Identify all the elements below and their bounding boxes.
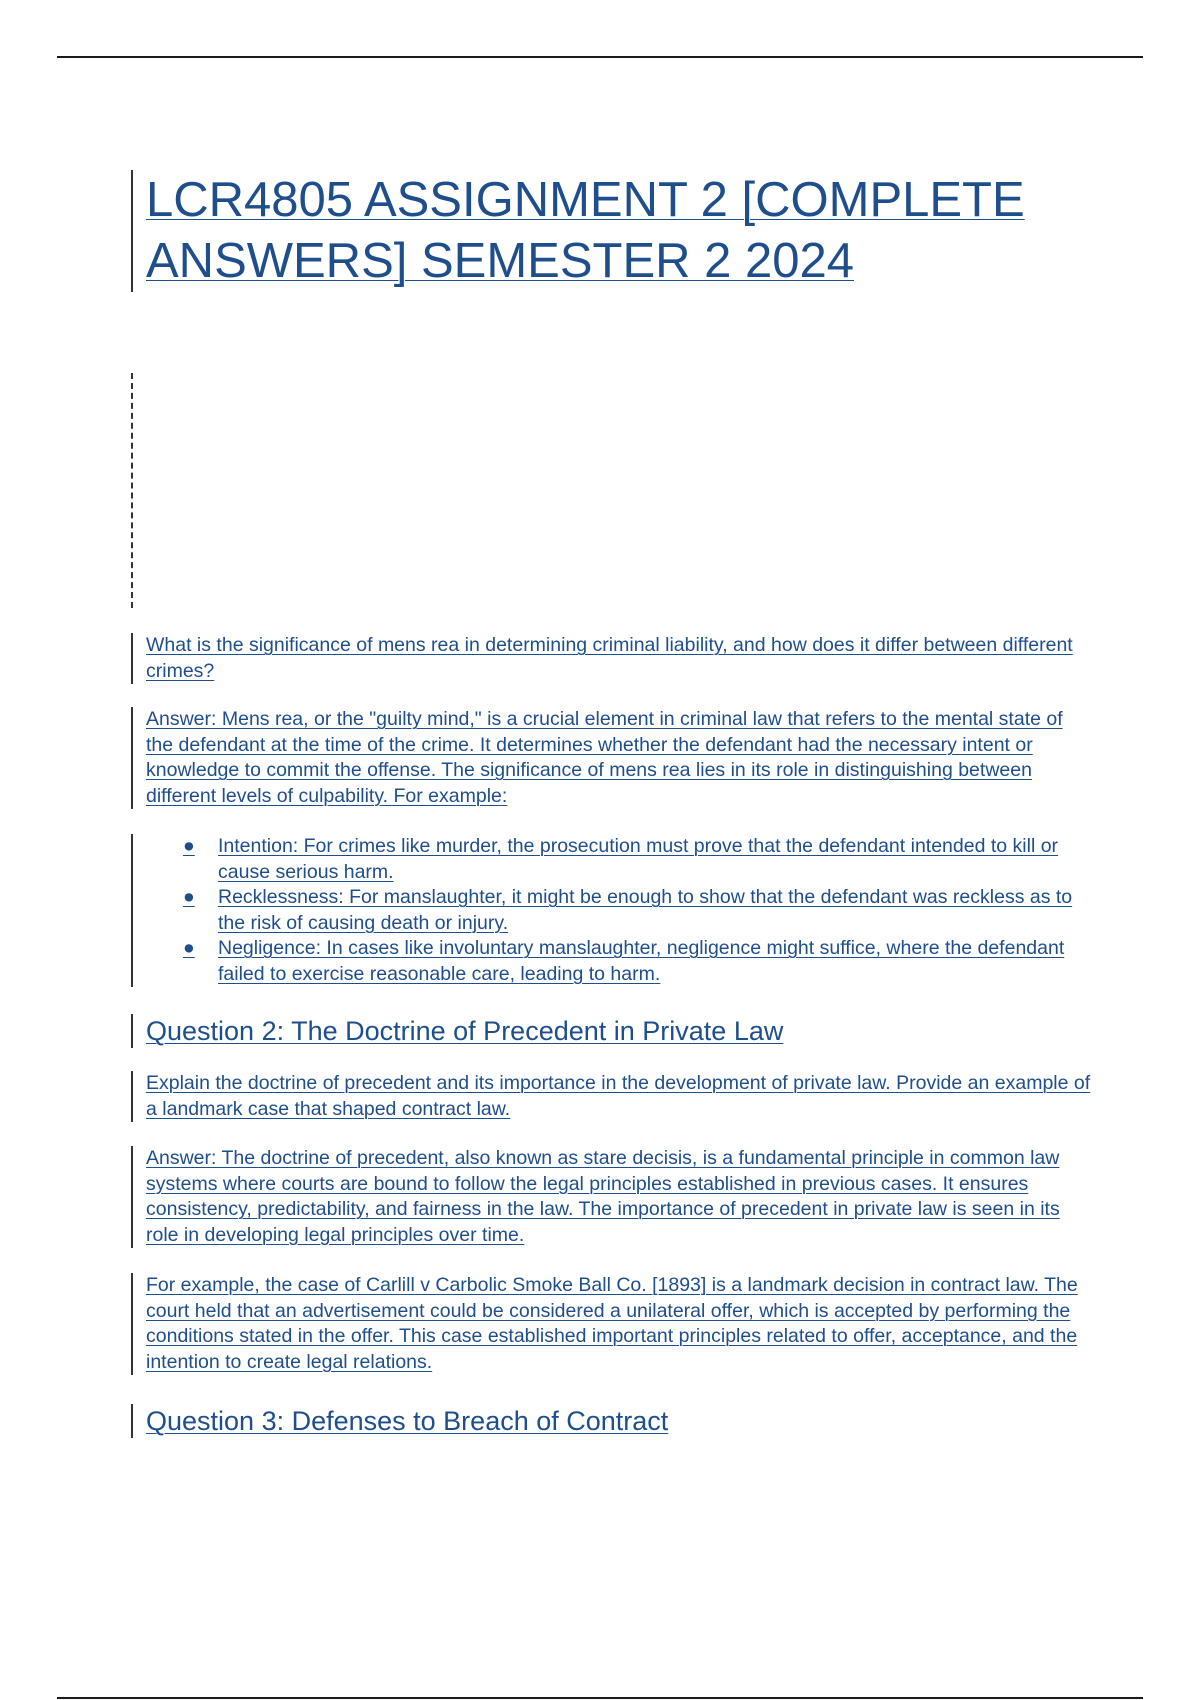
question-2-text-block bbox=[131, 1071, 1091, 1122]
question-2-heading-block bbox=[131, 1014, 783, 1048]
mens-rea-list bbox=[133, 834, 1078, 987]
answer-1-text[interactable]: Answer: Mens rea, or the "guilty mind," is a crucial element in criminal law that refers to the mental state of the defendant at the time of the crime. It determines whether the defendant had the necessary intent or knowledge to commit the offense. The significance of mens rea lies in its role in distinguishing between different levels of culpability. For example: bbox=[146, 708, 1063, 807]
document-title-block bbox=[131, 170, 1086, 292]
question-3-heading-block bbox=[131, 1404, 668, 1438]
question-1-text[interactable]: What is the significance of mens rea in determining criminal liability, and how does it differ between different crimes? bbox=[146, 634, 1073, 682]
top-rule bbox=[57, 56, 1143, 58]
question-1-text-block bbox=[131, 633, 1091, 684]
list-item bbox=[183, 936, 1078, 987]
question-3-heading[interactable]: Question 3: Defenses to Breach of Contract bbox=[146, 1406, 669, 1436]
list-item-text[interactable]: Intention: For crimes like murder, the prosecution must prove that the defendant intended to kill or cause serious harm. bbox=[218, 835, 1059, 883]
question-2-heading[interactable]: Question 2: The Doctrine of Precedent in Private Law bbox=[146, 1016, 784, 1046]
list-item bbox=[183, 885, 1078, 936]
bullet-icon: ● bbox=[183, 835, 195, 857]
list-item-text[interactable]: Recklessness: For manslaughter, it might be enough to show that the defendant was reckless as to the risk of causing death or injury. bbox=[218, 886, 1073, 934]
list-item-text[interactable]: Negligence: In cases like involuntary manslaughter, negligence might suffice, where the defendant failed to exercise reasonable care, leading to harm. bbox=[218, 937, 1065, 985]
mens-rea-list-block bbox=[131, 834, 1078, 987]
list-item bbox=[183, 834, 1078, 885]
answer-2-block bbox=[131, 1146, 1091, 1248]
bullet-icon: ● bbox=[183, 886, 195, 908]
bottom-rule bbox=[57, 1697, 1143, 1699]
question-2-text[interactable]: Explain the doctrine of precedent and its importance in the development of private law. Provide an example of a landmark case that shaped contract law. bbox=[146, 1072, 1091, 1120]
answer-2-text[interactable]: Answer: The doctrine of precedent, also known as stare decisis, is a fundamental principle in common law systems where courts are bound to follow the legal principles established in previous cases. It ensures consistency, predictability, and fairness in the law. The importance of precedent in private law is seen in its role in developing legal principles over time. bbox=[146, 1147, 1060, 1246]
answer-1-block bbox=[131, 707, 1091, 809]
example-2-block bbox=[131, 1273, 1091, 1375]
revision-bar bbox=[131, 373, 133, 608]
example-2-text[interactable]: For example, the case of Carlill v Carbolic Smoke Ball Co. [1893] is a landmark decision in contract law. The court held that an advertisement could be considered a unilateral offer, which is accepted by performing the conditions stated in the offer. This case established important principles related to offer, acceptance, and the intention to create legal relations. bbox=[146, 1274, 1078, 1373]
document-title[interactable]: LCR4805 ASSIGNMENT 2 [COMPLETE ANSWERS] SEMESTER 2 2024 bbox=[146, 173, 1025, 288]
bullet-icon: ● bbox=[183, 937, 195, 959]
